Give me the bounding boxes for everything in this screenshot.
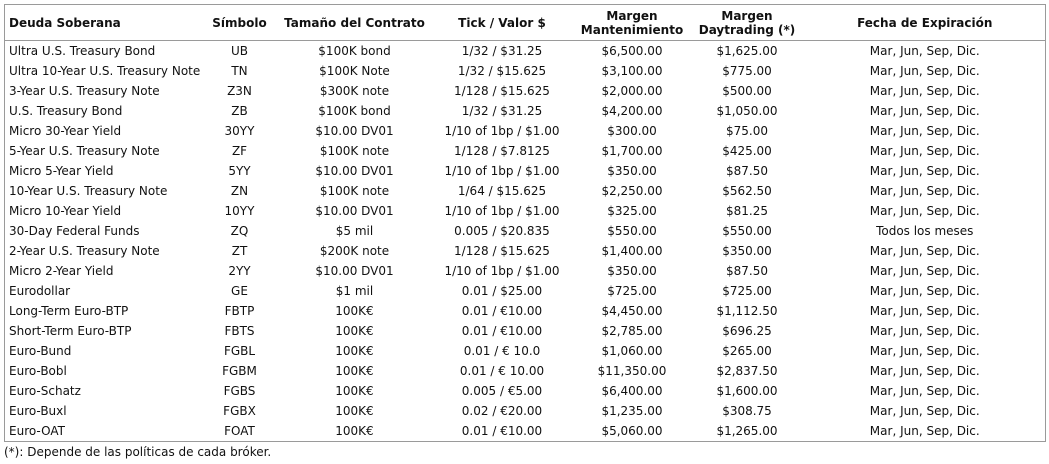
cell-daytrading-margin: $1,050.00 <box>716 104 778 118</box>
cell-contract-size: $100K note <box>319 144 390 158</box>
cell-symbol: ZT <box>231 244 248 258</box>
cell-contract-size: $10.00 DV01 <box>315 124 394 138</box>
cell-maintenance-margin: $3,100.00 <box>601 64 663 78</box>
header-maintenance-line1: Margen <box>606 8 658 23</box>
table-row <box>5 321 1046 341</box>
cell-expiry: Mar, Jun, Sep, Dic. <box>869 204 980 218</box>
cell-tick-value: 0.005 / €5.00 <box>461 384 543 398</box>
cell-name: Euro-Schatz <box>9 384 81 398</box>
table-row <box>5 221 1046 241</box>
cell-symbol: FGBL <box>223 344 256 358</box>
table-row <box>5 381 1046 401</box>
cell-tick-value: 0.005 / $20.835 <box>454 224 550 238</box>
table-row <box>5 61 1046 81</box>
futures-table-panel <box>4 4 1045 459</box>
table-row <box>5 341 1046 361</box>
cell-tick-value: 1/10 of 1bp / $1.00 <box>444 164 560 178</box>
cell-expiry: Mar, Jun, Sep, Dic. <box>869 64 980 78</box>
cell-name: Euro-OAT <box>9 424 65 438</box>
cell-symbol: FBTP <box>224 304 255 318</box>
cell-expiry: Todos los meses <box>876 224 974 238</box>
cell-maintenance-margin: $1,235.00 <box>601 404 663 418</box>
cell-contract-size: 100K€ <box>335 324 374 338</box>
cell-symbol: ZQ <box>230 224 249 238</box>
cell-expiry: Mar, Jun, Sep, Dic. <box>869 304 980 318</box>
sovereign-debt-table <box>4 4 1046 442</box>
cell-contract-size: 100K€ <box>335 404 374 418</box>
cell-name: 2-Year U.S. Treasury Note <box>9 244 160 258</box>
cell-tick-value: 1/32 / $31.25 <box>461 104 543 118</box>
cell-daytrading-margin: $425.00 <box>722 144 772 158</box>
cell-symbol: UB <box>230 44 248 58</box>
cell-maintenance-margin: $4,450.00 <box>601 304 663 318</box>
cell-daytrading-margin: $2,837.50 <box>716 364 778 378</box>
table-row <box>5 401 1046 421</box>
cell-maintenance-margin: $11,350.00 <box>597 364 667 378</box>
cell-maintenance-margin: $550.00 <box>607 224 657 238</box>
cell-tick-value: 0.01 / € 10.0 <box>463 344 541 358</box>
cell-contract-size: $5 mil <box>335 224 374 238</box>
cell-maintenance-margin: $6,400.00 <box>601 384 663 398</box>
cell-daytrading-margin: $1,265.00 <box>716 424 778 438</box>
cell-tick-value: 1/32 / $31.25 <box>461 44 543 58</box>
cell-contract-size: $100K bond <box>318 104 391 118</box>
cell-contract-size: $300K note <box>319 84 390 98</box>
cell-tick-value: 1/128 / $7.8125 <box>454 144 550 158</box>
cell-daytrading-margin: $87.50 <box>726 164 768 178</box>
cell-name: Euro-Bobl <box>9 364 67 378</box>
cell-maintenance-margin: $725.00 <box>607 284 657 298</box>
cell-daytrading-margin: $500.00 <box>722 84 772 98</box>
cell-contract-size: $10.00 DV01 <box>315 164 394 178</box>
cell-maintenance-margin: $2,785.00 <box>601 324 663 338</box>
cell-expiry: Mar, Jun, Sep, Dic. <box>869 184 980 198</box>
cell-name: Long-Term Euro-BTP <box>9 304 129 318</box>
table-header-row <box>5 5 1046 41</box>
table-row <box>5 241 1046 261</box>
table-row <box>5 281 1046 301</box>
cell-tick-value: 1/32 / $15.625 <box>457 64 547 78</box>
cell-maintenance-margin: $6,500.00 <box>601 44 663 58</box>
cell-expiry: Mar, Jun, Sep, Dic. <box>869 264 980 278</box>
cell-tick-value: 1/10 of 1bp / $1.00 <box>444 264 560 278</box>
cell-expiry: Mar, Jun, Sep, Dic. <box>869 164 980 178</box>
cell-maintenance-margin: $1,700.00 <box>601 144 663 158</box>
cell-name: Ultra 10-Year U.S. Treasury Note <box>9 64 201 78</box>
cell-contract-size: $10.00 DV01 <box>315 204 394 218</box>
cell-symbol: ZN <box>230 184 249 198</box>
cell-contract-size: 100K€ <box>335 384 374 398</box>
cell-expiry: Mar, Jun, Sep, Dic. <box>869 284 980 298</box>
cell-contract-size: $10.00 DV01 <box>315 264 394 278</box>
cell-name: Short-Term Euro-BTP <box>9 324 132 338</box>
cell-symbol: FBTS <box>224 324 255 338</box>
table-row <box>5 101 1046 121</box>
cell-maintenance-margin: $350.00 <box>607 164 657 178</box>
cell-maintenance-margin: $300.00 <box>607 124 657 138</box>
cell-maintenance-margin: $325.00 <box>607 204 657 218</box>
cell-tick-value: 1/10 of 1bp / $1.00 <box>444 124 560 138</box>
cell-daytrading-margin: $725.00 <box>722 284 772 298</box>
cell-daytrading-margin: $1,112.50 <box>716 304 778 318</box>
cell-maintenance-margin: $5,060.00 <box>601 424 663 438</box>
cell-expiry: Mar, Jun, Sep, Dic. <box>869 364 980 378</box>
cell-daytrading-margin: $775.00 <box>722 64 772 78</box>
cell-contract-size: $100K bond <box>318 44 391 58</box>
cell-symbol: 2YY <box>228 264 251 278</box>
table-body <box>5 41 1046 442</box>
table-row <box>5 41 1046 62</box>
cell-expiry: Mar, Jun, Sep, Dic. <box>869 144 980 158</box>
cell-daytrading-margin: $308.75 <box>722 404 772 418</box>
cell-symbol: FGBS <box>223 384 256 398</box>
cell-maintenance-margin: $2,000.00 <box>601 84 663 98</box>
cell-daytrading-margin: $696.25 <box>722 324 772 338</box>
cell-maintenance-margin: $4,200.00 <box>601 104 663 118</box>
cell-name: U.S. Treasury Bond <box>9 104 123 118</box>
header-daytrading-margin <box>690 5 805 41</box>
cell-tick-value: 0.02 / €20.00 <box>461 404 543 418</box>
header-daytrading-line1: Margen <box>721 8 773 23</box>
cell-name: Micro 30-Year Yield <box>9 124 122 138</box>
cell-symbol: FGBX <box>223 404 256 418</box>
cell-tick-value: 1/128 / $15.625 <box>454 244 550 258</box>
table-row <box>5 81 1046 101</box>
cell-contract-size: $100K note <box>319 184 390 198</box>
cell-name: 30-Day Federal Funds <box>9 224 140 238</box>
cell-tick-value: 0.01 / €10.00 <box>461 324 543 338</box>
cell-daytrading-margin: $550.00 <box>722 224 772 238</box>
cell-tick-value: 1/128 / $15.625 <box>454 84 550 98</box>
cell-contract-size: 100K€ <box>335 344 374 358</box>
footnote: (*): Depende de las políticas de cada bróker. <box>4 445 272 459</box>
cell-expiry: Mar, Jun, Sep, Dic. <box>869 44 980 58</box>
cell-tick-value: 0.01 / €10.00 <box>461 424 543 438</box>
cell-contract-size: 100K€ <box>335 424 374 438</box>
table-row <box>5 421 1046 442</box>
cell-symbol: TN <box>231 64 248 78</box>
cell-daytrading-margin: $1,600.00 <box>716 384 778 398</box>
cell-name: 10-Year U.S. Treasury Note <box>9 184 168 198</box>
cell-tick-value: 1/64 / $15.625 <box>457 184 547 198</box>
header-symbol: Símbolo <box>200 5 280 41</box>
cell-expiry: Mar, Jun, Sep, Dic. <box>869 244 980 258</box>
header-daytrading-line2: Daytrading (*) <box>698 22 796 37</box>
cell-symbol: 5YY <box>228 164 251 178</box>
cell-daytrading-margin: $562.50 <box>722 184 772 198</box>
cell-name: Euro-Buxl <box>9 404 67 418</box>
cell-tick-value: 0.01 / $25.00 <box>461 284 543 298</box>
cell-tick-value: 0.01 / €10.00 <box>461 304 543 318</box>
cell-daytrading-margin: $350.00 <box>722 244 772 258</box>
cell-name: Micro 10-Year Yield <box>9 204 122 218</box>
header-expiry: Fecha de Expiración <box>805 5 1046 41</box>
cell-contract-size: $1 mil <box>335 284 374 298</box>
cell-expiry: Mar, Jun, Sep, Dic. <box>869 124 980 138</box>
cell-expiry: Mar, Jun, Sep, Dic. <box>869 404 980 418</box>
cell-name: 3-Year U.S. Treasury Note <box>9 84 160 98</box>
cell-expiry: Mar, Jun, Sep, Dic. <box>869 84 980 98</box>
cell-maintenance-margin: $2,250.00 <box>601 184 663 198</box>
header-debt: Deuda Soberana <box>5 5 200 41</box>
cell-name: Euro-Bund <box>9 344 72 358</box>
cell-expiry: Mar, Jun, Sep, Dic. <box>869 424 980 438</box>
cell-expiry: Mar, Jun, Sep, Dic. <box>869 104 980 118</box>
cell-name: Eurodollar <box>9 284 71 298</box>
cell-symbol: FOAT <box>224 424 255 438</box>
cell-daytrading-margin: $265.00 <box>722 344 772 358</box>
table-row <box>5 161 1046 181</box>
cell-symbol: ZB <box>231 104 248 118</box>
cell-expiry: Mar, Jun, Sep, Dic. <box>869 324 980 338</box>
cell-name: Micro 2-Year Yield <box>9 264 114 278</box>
cell-maintenance-margin: $1,400.00 <box>601 244 663 258</box>
table-row <box>5 121 1046 141</box>
table-row <box>5 301 1046 321</box>
cell-name: 5-Year U.S. Treasury Note <box>9 144 160 158</box>
table-row <box>5 201 1046 221</box>
cell-expiry: Mar, Jun, Sep, Dic. <box>869 344 980 358</box>
cell-symbol: Z3N <box>227 84 252 98</box>
cell-symbol: ZF <box>231 144 248 158</box>
header-maintenance-line2: Mantenimiento <box>580 22 684 37</box>
cell-contract-size: $100K Note <box>319 64 390 78</box>
cell-symbol: GE <box>231 284 248 298</box>
header-size: Tamaño del Contrato <box>280 5 430 41</box>
cell-contract-size: $200K note <box>319 244 390 258</box>
cell-daytrading-margin: $1,625.00 <box>716 44 778 58</box>
cell-daytrading-margin: $75.00 <box>726 124 768 138</box>
table-row <box>5 141 1046 161</box>
cell-symbol: FGBM <box>222 364 257 378</box>
cell-symbol: 30YY <box>224 124 255 138</box>
cell-daytrading-margin: $81.25 <box>726 204 768 218</box>
table-row <box>5 181 1046 201</box>
cell-tick-value: 1/10 of 1bp / $1.00 <box>444 204 560 218</box>
cell-maintenance-margin: $350.00 <box>607 264 657 278</box>
cell-maintenance-margin: $1,060.00 <box>601 344 663 358</box>
table-row <box>5 261 1046 281</box>
cell-contract-size: 100K€ <box>335 304 374 318</box>
cell-symbol: 10YY <box>224 204 255 218</box>
header-tick: Tick / Valor $ <box>430 5 575 41</box>
cell-name: Ultra U.S. Treasury Bond <box>9 44 156 58</box>
cell-daytrading-margin: $87.50 <box>726 264 768 278</box>
cell-expiry: Mar, Jun, Sep, Dic. <box>869 384 980 398</box>
table-row <box>5 361 1046 381</box>
cell-tick-value: 0.01 / € 10.00 <box>459 364 545 378</box>
header-maintenance-margin <box>575 5 690 41</box>
cell-name: Micro 5-Year Yield <box>9 164 114 178</box>
cell-contract-size: 100K€ <box>335 364 374 378</box>
